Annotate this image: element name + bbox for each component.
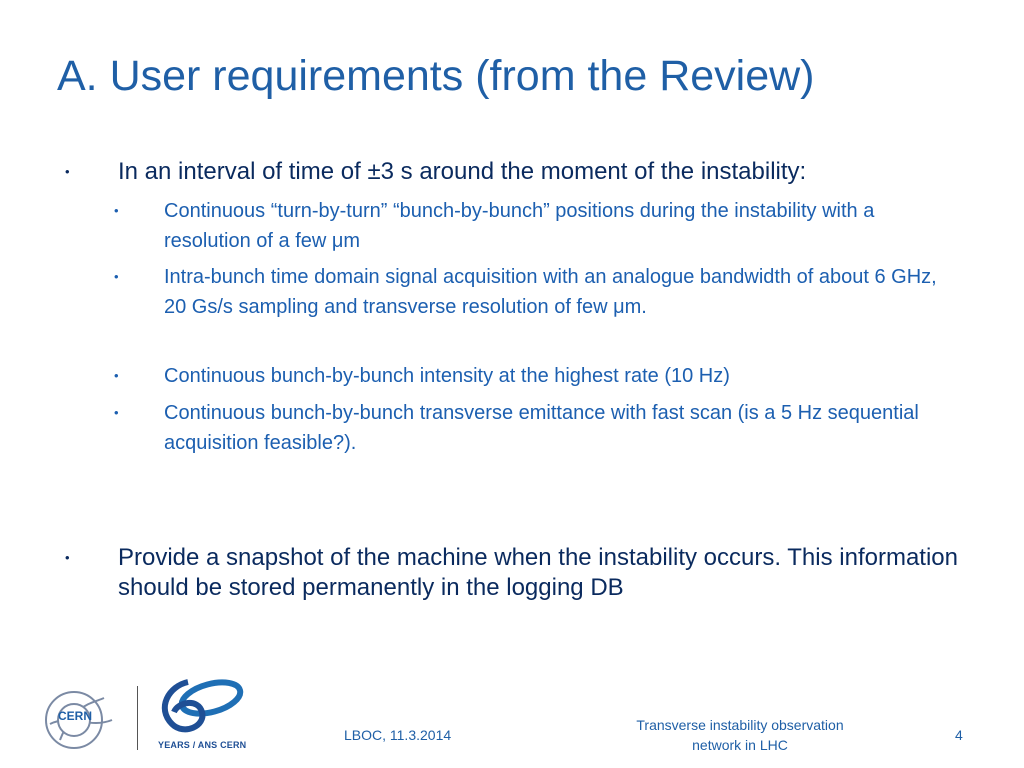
bullet-sub-2: [114, 262, 964, 322]
footer-title-line-1: Transverse instability observation: [636, 717, 844, 733]
sixty-years-logo-icon: [154, 678, 244, 734]
bullet-text: Continuous bunch-by-bunch intensity at the highest rate (10 Hz): [164, 365, 730, 387]
bullet-dot-icon: •: [114, 405, 119, 420]
footer-title: [600, 715, 880, 755]
bullet-dot-icon: •: [65, 550, 70, 565]
footer-title-line-2: network in LHC: [692, 737, 788, 753]
bullet-sub-3: [114, 361, 964, 391]
footer-date: LBOC, 11.3.2014: [344, 727, 452, 743]
bullet-dot-icon: •: [114, 269, 119, 284]
bullet-text: Continuous bunch-by-bunch transverse emittance with fast scan (is a 5 Hz sequential acquisition feasible?).: [164, 402, 919, 454]
footer-divider: [137, 686, 138, 750]
page-number: 4: [955, 727, 963, 743]
bullet-dot-icon: •: [65, 164, 70, 179]
cern-logo-text: CERN: [58, 709, 93, 723]
bullet-main-2: [65, 543, 978, 603]
anniversary-logo: [154, 678, 264, 754]
bullet-text: Provide a snapshot of the machine when the instability occurs. This information should be stored permanently in the logging DB: [118, 544, 958, 601]
bullet-text: Intra-bunch time domain signal acquisition with an analogue bandwidth of about 6 GHz, 20 Gs/s sampling and transverse resolution of few μm.: [164, 266, 937, 318]
bullet-sub-1: [114, 196, 964, 256]
bullet-main-1: [65, 157, 978, 187]
page-title: A. User requirements (from the Review): [57, 52, 815, 100]
cern-logo: [40, 684, 120, 756]
bullet-sub-4: [114, 398, 964, 458]
bullet-dot-icon: •: [114, 368, 119, 383]
bullet-text: In an interval of time of ±3 s around the moment of the instability:: [118, 158, 807, 185]
anniversary-text: YEARS / ANS CERN: [158, 740, 247, 750]
bullet-dot-icon: •: [114, 203, 119, 218]
bullet-text: Continuous “turn-by-turn” “bunch-by-bunch” positions during the instability with a resolution of a few μm: [164, 200, 875, 252]
